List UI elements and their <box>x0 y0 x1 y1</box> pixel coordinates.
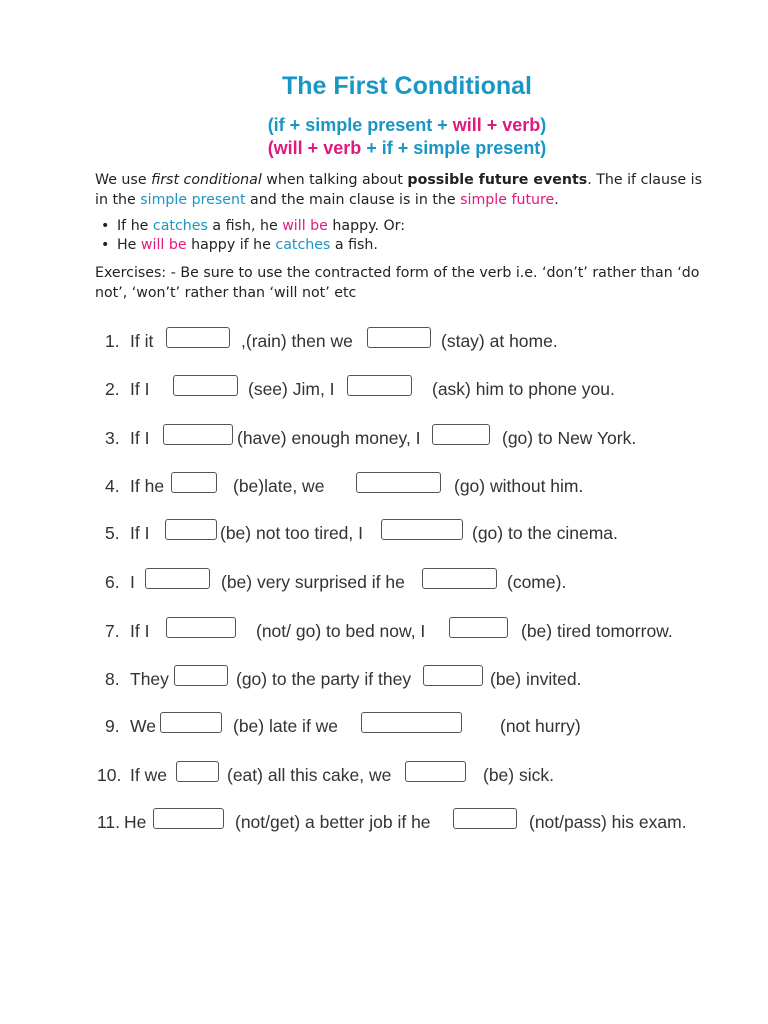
answer-box[interactable] <box>361 712 462 733</box>
answer-box[interactable] <box>153 808 224 829</box>
exercise-number: 10. <box>97 765 122 785</box>
exercise-text: (come). <box>507 572 567 592</box>
answer-box[interactable] <box>165 519 217 540</box>
intro-emphasis: possible future events <box>407 172 588 188</box>
exercise-row <box>0 665 768 695</box>
exercise-number: 1. <box>105 331 120 351</box>
example-highlight: will be <box>282 218 328 234</box>
answer-box[interactable] <box>347 375 412 396</box>
exercise-text: (not hurry) <box>500 716 581 736</box>
intro-term: first conditional <box>151 172 262 188</box>
exercise-number: 9. <box>105 716 120 736</box>
exercise-text: (be) very surprised if he <box>221 572 405 592</box>
example-text: If he <box>117 218 153 234</box>
answer-box[interactable] <box>173 375 238 396</box>
formula-part: ) <box>540 115 547 135</box>
exercise-text: If I <box>130 428 150 448</box>
formula-will-verb: (will + verb <box>267 138 362 158</box>
exercise-text: I <box>130 572 135 592</box>
exercise-text: (not/pass) his exam. <box>529 812 687 832</box>
exercise-text: If it <box>130 331 154 351</box>
exercise-text: ,(rain) then we <box>241 331 353 351</box>
exercise-text: If I <box>130 523 150 543</box>
answer-box[interactable] <box>174 665 228 686</box>
exercise-text: (be)late, we <box>233 476 325 496</box>
exercise-text: (go) to the cinema. <box>472 523 618 543</box>
formula-will-verb: will + verb <box>452 115 541 135</box>
exercise-row <box>0 761 768 791</box>
exercise-number: 8. <box>105 669 120 689</box>
exercise-text: (be) invited. <box>490 669 582 689</box>
exercise-text: (be) not too tired, I <box>220 523 363 543</box>
answer-box[interactable] <box>176 761 219 782</box>
exercise-number: 2. <box>105 379 120 399</box>
intro-text: . The if clause is in the <box>95 172 702 208</box>
exercise-row <box>0 375 768 405</box>
intro-paragraph <box>95 170 705 210</box>
exercise-text: If I <box>130 621 150 641</box>
exercise-instructions: Exercises: - Be sure to use the contracted form of the verb i.e. ‘don’t’ rather than ‘do not’, ‘won’t’ rather than ‘will not’ etc <box>95 265 700 301</box>
answer-box[interactable] <box>160 712 222 733</box>
exercise-text: (go) without him. <box>454 476 584 496</box>
exercise-text: (go) to New York. <box>502 428 637 448</box>
intro-simple-future: simple future <box>460 192 555 208</box>
answer-box[interactable] <box>163 424 233 445</box>
exercise-text: If we <box>130 765 167 785</box>
example-text: a fish, he <box>207 218 283 234</box>
exercise-row <box>0 568 768 598</box>
exercise-text: (go) to the party if they <box>236 669 412 689</box>
formula-will-first <box>0 138 768 159</box>
example-text: He <box>117 237 141 253</box>
answer-box[interactable] <box>405 761 466 782</box>
answer-box[interactable] <box>423 665 483 686</box>
answer-box[interactable] <box>449 617 508 638</box>
example-list <box>95 216 705 254</box>
answer-box[interactable] <box>356 472 441 493</box>
exercise-text: (not/get) a better job if he <box>235 812 431 832</box>
exercise-row <box>0 472 768 502</box>
exercise-text: (be) tired tomorrow. <box>521 621 673 641</box>
exercise-row <box>0 519 768 549</box>
exercise-text: (stay) at home. <box>441 331 558 351</box>
exercise-text: We <box>130 716 156 736</box>
answer-box[interactable] <box>453 808 517 829</box>
example-highlight: catches <box>275 237 331 253</box>
exercise-row <box>0 808 768 838</box>
exercise-number: 11. <box>97 812 121 832</box>
example-highlight: will be <box>140 237 187 253</box>
list-item <box>95 216 705 235</box>
exercise-text: (not/ go) to bed now, I <box>256 621 426 641</box>
exercise-row <box>0 617 768 647</box>
exercise-number: 4. <box>105 476 120 496</box>
formula-part: + if + simple present) <box>361 138 547 158</box>
exercise-number: 3. <box>105 428 120 448</box>
intro-text: and the main clause is in the <box>245 192 461 208</box>
example-highlight: catches <box>152 218 208 234</box>
exercise-text: They <box>130 669 169 689</box>
exercise-text: If he <box>130 476 165 496</box>
list-item <box>95 235 705 254</box>
exercise-text: If I <box>130 379 150 399</box>
answer-box[interactable] <box>432 424 490 445</box>
example-text: a fish. <box>330 237 378 253</box>
exercise-number: 6. <box>105 572 120 592</box>
example-text: happy if he <box>186 237 276 253</box>
answer-box[interactable] <box>171 472 217 493</box>
answer-box[interactable] <box>166 327 230 348</box>
exercise-row <box>0 424 768 454</box>
intro-text: when talking about <box>261 172 408 188</box>
exercise-text: (be) late if we <box>233 716 339 736</box>
answer-box[interactable] <box>381 519 463 540</box>
exercise-text: (have) enough money, I <box>237 428 421 448</box>
intro-text: . <box>554 192 559 208</box>
intro-simple-present: simple present <box>140 192 246 208</box>
formula-part: (if + simple present + <box>267 115 453 135</box>
exercise-row <box>0 712 768 742</box>
exercise-text: (ask) him to phone you. <box>432 379 615 399</box>
exercise-text: He <box>124 812 147 832</box>
formula-if-first <box>0 115 768 136</box>
exercise-text: (see) Jim, I <box>248 379 335 399</box>
page-title: The First Conditional <box>282 72 532 100</box>
exercise-text: (eat) all this cake, we <box>227 765 392 785</box>
answer-box[interactable] <box>166 617 236 638</box>
answer-box[interactable] <box>422 568 497 589</box>
intro-text: We use <box>95 172 152 188</box>
answer-box[interactable] <box>367 327 431 348</box>
exercise-text: (be) sick. <box>483 765 554 785</box>
answer-box[interactable] <box>145 568 210 589</box>
exercise-number: 5. <box>105 523 120 543</box>
exercise-row <box>0 327 768 357</box>
example-text: happy. Or: <box>327 218 406 234</box>
exercise-number: 7. <box>105 621 120 641</box>
